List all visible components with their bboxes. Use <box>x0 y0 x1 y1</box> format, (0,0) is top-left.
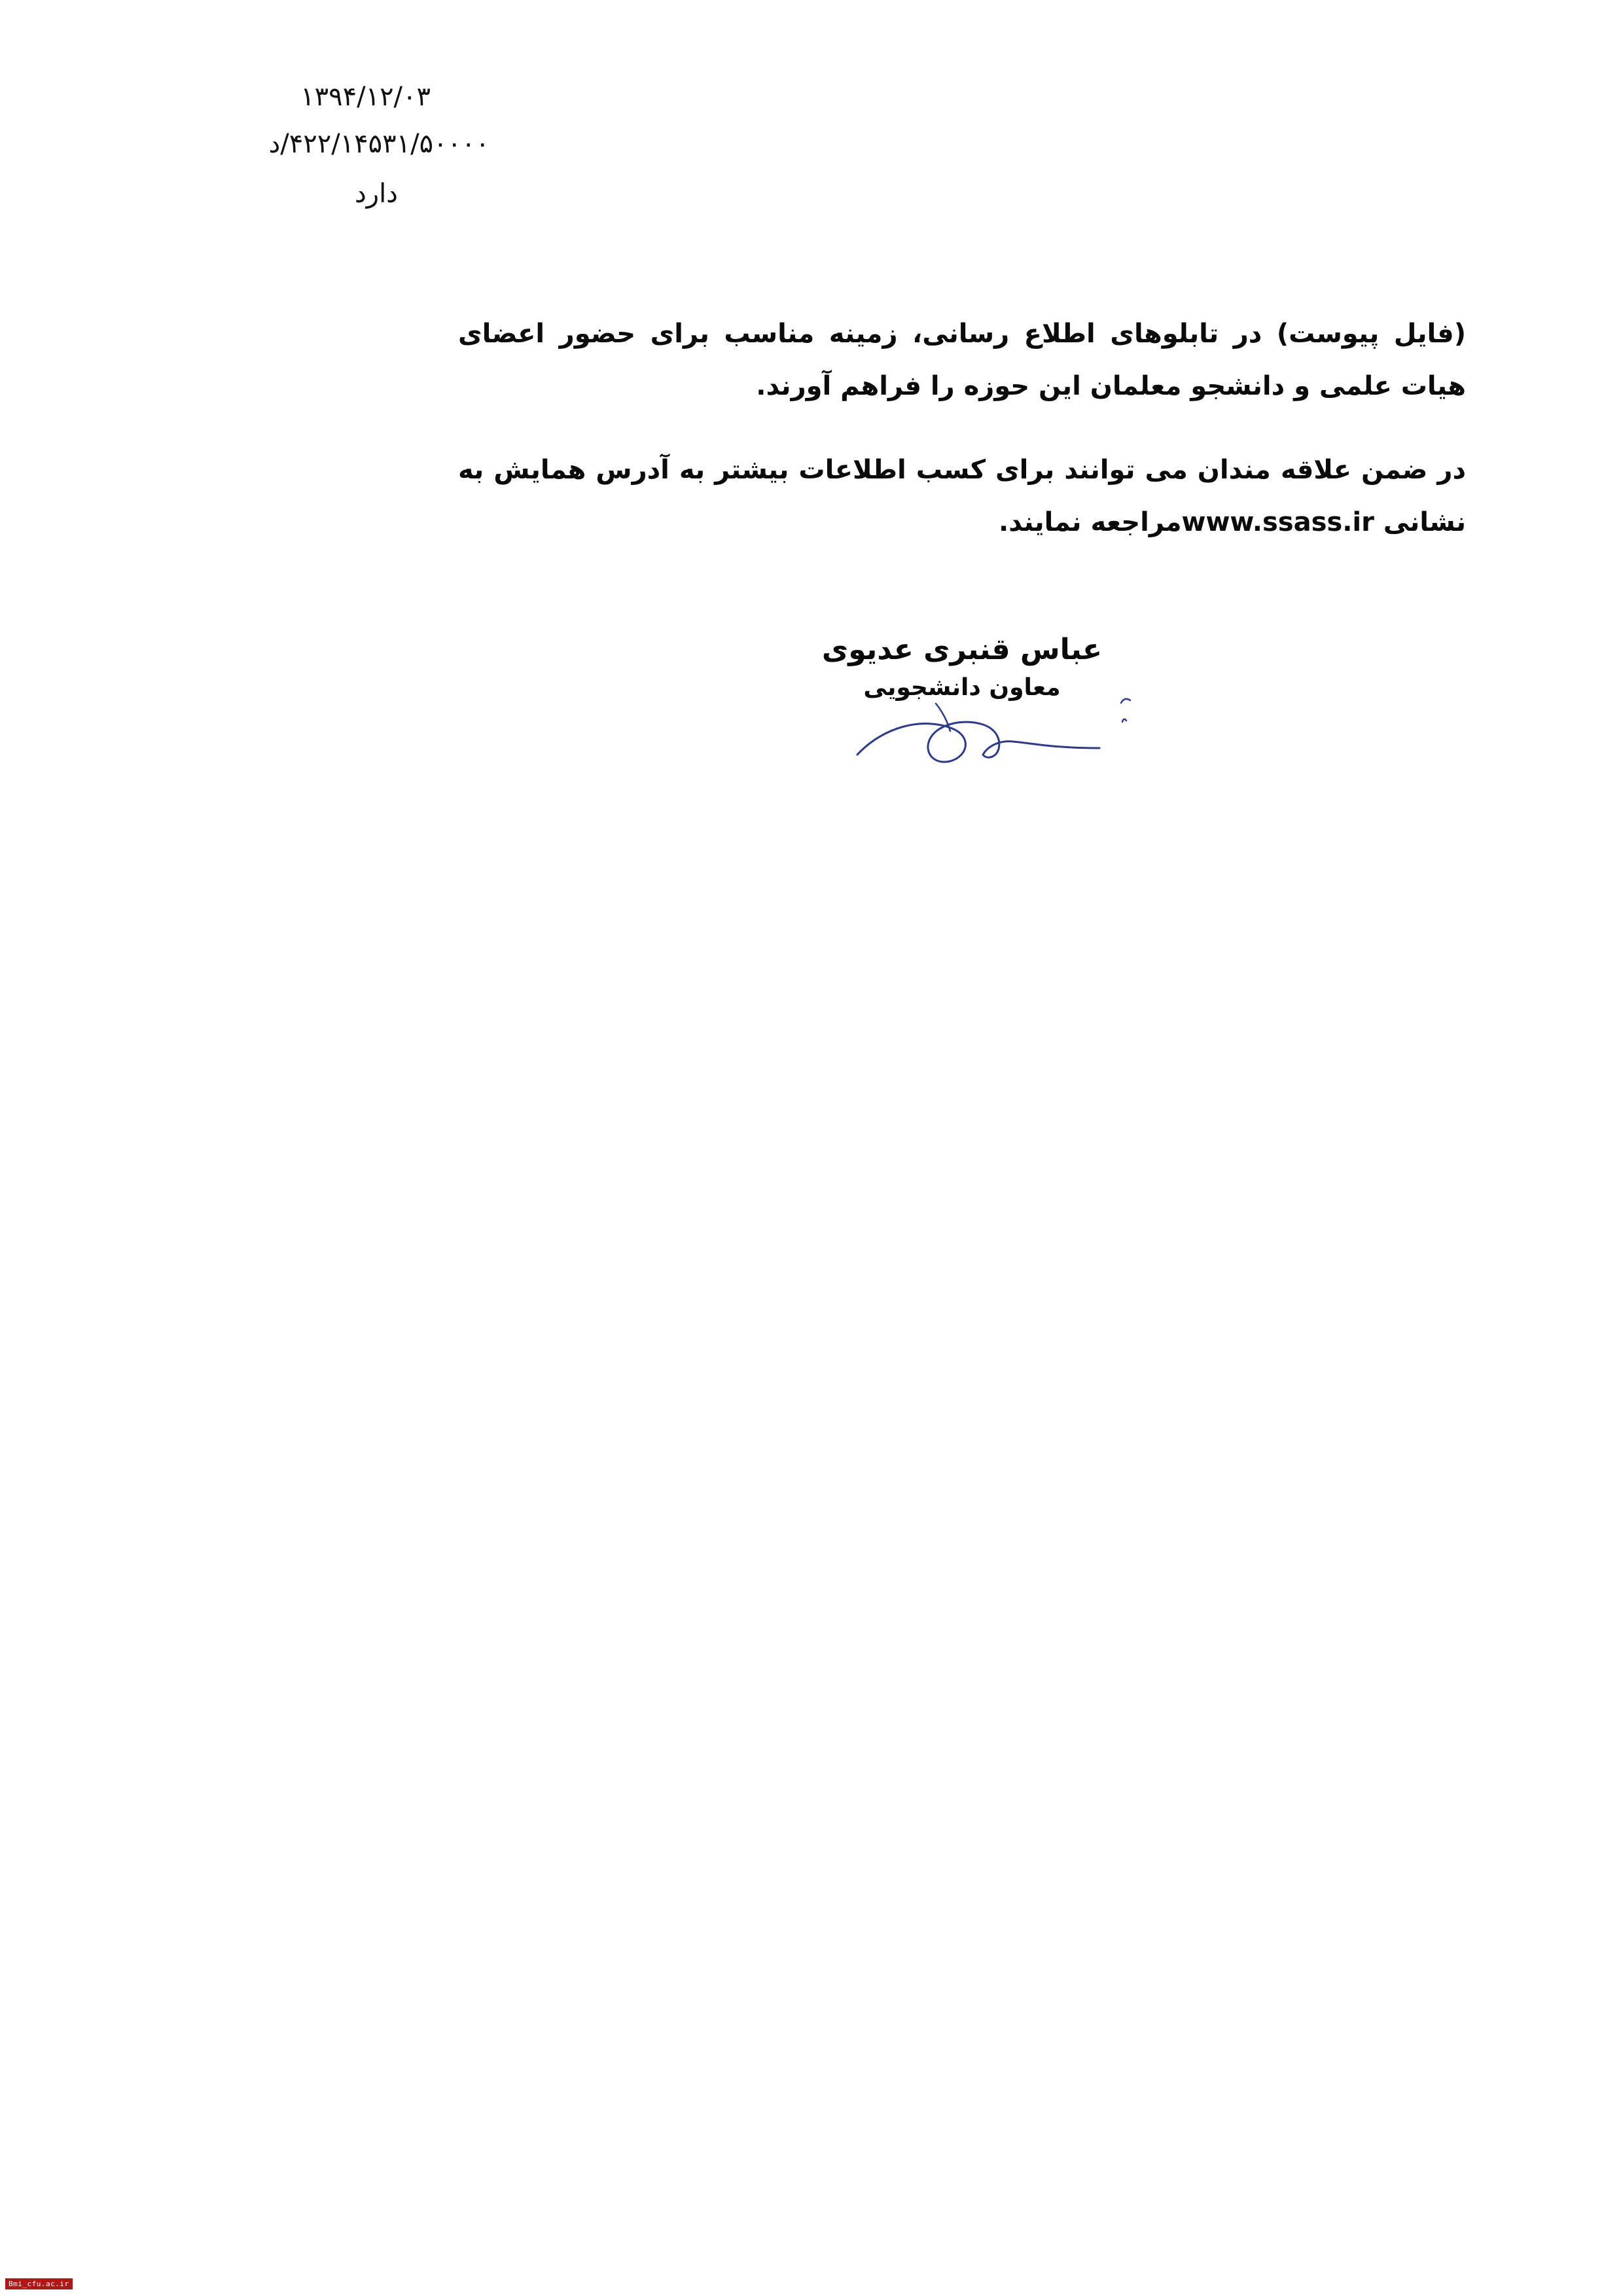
document-body <box>458 308 1466 580</box>
paragraph-2-text-after-url: مراجعه نمایند. <box>999 507 1182 537</box>
body-paragraph-2 <box>458 444 1466 548</box>
signatory-name: عباس قنبری عدیوی <box>821 633 1103 666</box>
conference-website-link[interactable]: www.ssass.ir <box>1181 507 1374 537</box>
body-paragraph-1: (فایل پیوست) در تابلوهای اطلاع رسانی، زمینه مناسب برای حضور اعضای هیات علمی و دانشجو معلمان این حوزه را فراهم آورند. <box>458 319 1466 401</box>
paragraph-2-text-before-url: در ضمن علاقه مندان می توانند برای کسب اطلاعات بیشتر به آدرس همایش به نشانی <box>458 455 1466 537</box>
document-attachment-label: دارد <box>354 179 398 209</box>
footer-stamp: Bmi_cfu.ac.ir <box>5 2278 73 2289</box>
document-reference-number: ۴۲۲/۱۴۵۳۱/۵۰۰۰۰/د <box>268 129 490 159</box>
signatory-title: معاون دانشجویی <box>863 674 1061 701</box>
signature-block <box>759 632 1165 702</box>
document-date: ۱۳۹۴/۱۲/۰۳ <box>300 82 431 112</box>
